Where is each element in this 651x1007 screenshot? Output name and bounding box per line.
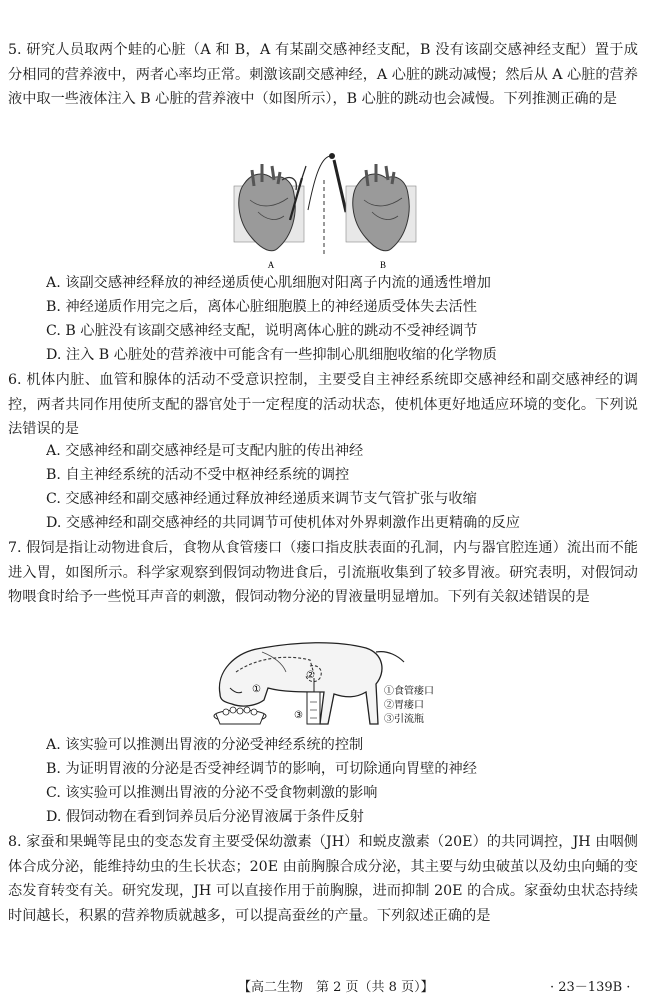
legend-item-1: ①食管瘘口 [384,686,434,697]
question-6-text: 6. 机体内脏、血管和腺体的活动不受意识控制，主要受自主神经系统即交感神经和副交感神经的调控，两者共同作用使所支配的器官处于一定程度的活动状态，使机体更好地适应环境的变化。下列说法错误的是 [8,372,638,437]
heart-experiment-figure [222,150,427,270]
marker-3: ③ [294,710,303,721]
marker-1: ① [252,684,261,695]
question-8-text: 8. 家蚕和果蝇等昆虫的变态发育主要受保幼激素（JH）和蜕皮激素（20E）的共同调控，JH 由咽侧体合成分泌，能维持幼虫的生长状态；20E 由前胸腺合成分泌，其主要与幼虫破茧以及幼虫向蛹的变态发育转变有关。研究发现，JH 可以直接作用于前胸腺，进而抑制 20E 的合成。家蚕幼虫状态持续时间越长，积累的营养物质就越多，可以提高蚕丝的产量。下列叙述正确的是 [8,834,638,924]
question-5-stem [8,38,638,112]
question-5-text: 5. 研究人员取两个蛙的心脏（A 和 B，A 有某副交感神经支配，B 没有该副交感神经支配）置于成分相同的营养液中，两者心率均正常。刺激该副交感神经，A 心脏的跳动减慢；然后从 A 心脏的营养液中取一些液体注入 B 心脏的营养液中（如图所示），B 心脏的跳动也会减慢。下列推测正确的是 [8,42,638,107]
heart-a-label: A [267,260,275,270]
question-8-stem [8,830,638,928]
heart-b-illustration [346,164,416,251]
question-7-text: 7. 假饲是指让动物进食后，食物从食管瘘口（瘘口指皮肤表面的孔洞，内与器官腔连通）流出而不能进入胃，如图所示。科学家观察到假饲动物进食后，引流瓶收集到了较多胃液。研究表明，对假饲动物喂食时给予一些悦耳声音的刺激，假饲动物分泌的胃液量明显增加。下列有关叙述错误的是 [8,540,638,605]
heart-b-label: B [379,260,387,270]
q5-option-d[interactable]: D. 注入 B 心脏处的营养液中可能含有一些抑制心肌细胞收缩的化学物质 [46,347,497,363]
legend-item-3: ③引流瓶 [384,714,424,725]
q7-option-c[interactable]: C. 该实验可以推测出胃液的分泌不受食物刺激的影响 [46,785,378,801]
question-7-stem [8,536,638,610]
page-footer-title: 【高二生物 第 2 页（共 8 页）】 [238,980,434,995]
q6-option-a[interactable]: A. 交感神经和副交感神经是可支配内脏的传出神经 [46,443,364,459]
q7-option-d[interactable]: D. 假饲动物在看到饲养员后分泌胃液属于条件反射 [46,809,364,825]
question-6-stem [8,368,638,442]
transfer-arc [308,156,330,210]
q6-option-b[interactable]: B. 自主神经系统的活动不受中枢神经系统的调控 [46,467,350,483]
q5-option-c[interactable]: C. B 心脏没有该副交感神经支配，说明离体心脏的跳动不受神经调节 [46,323,478,339]
legend-item-2: ②胃瘘口 [384,700,424,711]
q6-option-d[interactable]: D. 交感神经和副交感神经的共同调节可使机体对外界刺激作出更精确的反应 [46,515,520,531]
q7-option-a[interactable]: A. 该实验可以推测出胃液的分泌受神经系统的控制 [46,737,364,753]
q7-option-b[interactable]: B. 为证明胃液的分泌是否受神经调节的影响，可切除通向胃壁的神经 [46,761,477,777]
marker-2: ② [306,670,315,681]
sham-feeding-dog-figure [206,632,450,732]
q5-option-a[interactable]: A. 该副交感神经释放的神经递质使心肌细胞对阳离子内流的通透性增加 [46,275,491,291]
q6-option-c[interactable]: C. 交感神经和副交感神经通过释放神经递质来调节支气管扩张与收缩 [46,491,477,507]
pipette-tip [329,153,335,159]
page-footer-code: · 23－139B · [550,980,631,995]
q5-option-b[interactable]: B. 神经递质作用完之后，离体心脏细胞膜上的神经递质受体失去活性 [46,299,477,315]
food-bowl [214,707,266,724]
